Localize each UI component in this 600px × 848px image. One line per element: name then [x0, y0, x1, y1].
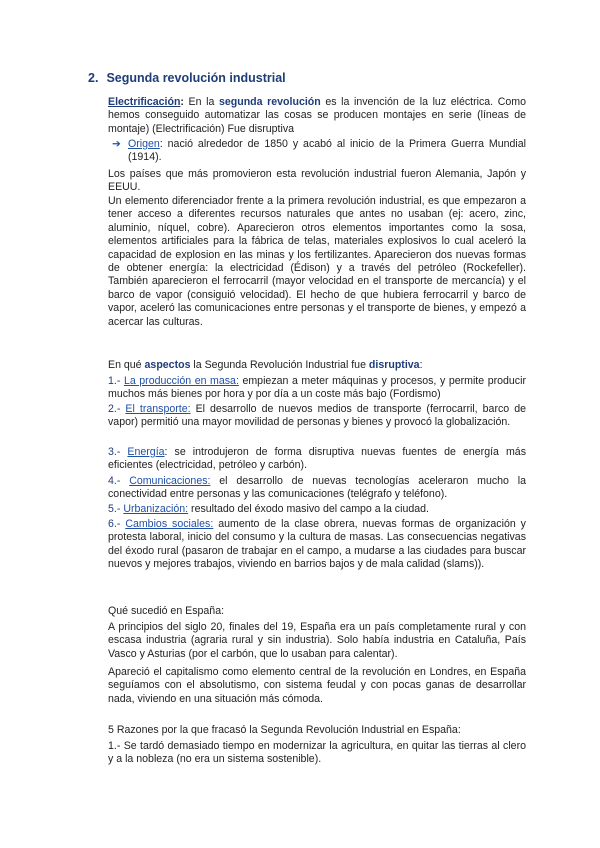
item-text: El desarrollo de nuevos medios de transporte (ferrocarril, barco de vapor) permitió una mayor movilidad de personas y bienes y provocó la globalización. [108, 403, 526, 429]
emph-segunda-revolucion: segunda revolución [218, 96, 321, 108]
paragraph-espana-2: Apareció el capitalismo como elemento central de la revolución en Londres, en España seguíamos con el absolutismo, con sistema feudal y con pocas ganas de desarrollar nada, viviendo en una situación más cómoda. [108, 666, 526, 705]
term-electrificacion: Electrificación [108, 96, 181, 108]
list-item [108, 446, 526, 473]
paragraph-electrificacion [108, 96, 526, 136]
paragraph-elemento: Un elemento diferenciador frente a la primera revolución industrial, es que empezaron a tener acceso a diferentes recursos naturales que antes no usaban (ej: acero, zinc, aluminio, níquel, cobre). Aparecieron otros elementos importantes como la sosa, elementos artificiales para la fábrica de telas, materiales explosivos lo cual aceleró la capacidad de explosion en las minas y los fertilizantes. Aparecieron dos nuevas formas de obtener energía: la electricidad (Édison) y a través del petróleo (Rockefeller). También aparecieron el ferrocarril (mayor velocidad en el transporte de mercancía) y el barco de vapor (consiguió velocidad). El hecho de que hubiera ferrocarril y barco de vapor, aceleró las comunicaciones entre personas y el transporte de bienes, y empezó a acercar las culturas. [108, 195, 526, 328]
item-text: el desarrollo de nuevas tecnologías aceleraron mucho la conectividad entre personas y las comunicaciones (telégrafo y teléfono). [108, 475, 526, 501]
aspectos-post: : [419, 359, 423, 371]
section-heading [88, 71, 286, 85]
emph-disruptiva: disruptiva [368, 359, 420, 371]
item-number: 2.- [108, 403, 126, 415]
paragraph-espana-1: A principios del siglo 20, finales del 19, España era un país completamente rural y con escasa industria (agraria rural y sin industria). Solo había industria en Cataluña, País Vasco y Asturias (por el carbón, que lo usaban para calentar). [108, 621, 526, 660]
item-term: Cambios sociales: [125, 518, 214, 530]
list-item [108, 375, 526, 402]
item-text: aumento de la clase obrera, nuevas formas de organización y protesta laboral, inicio del consumo y la cultura de masas. Las consecuencias negativas del éxodo rural (pasaron de trabajar en el campo, a mudarse a las ciudades para buscar nuevos y mejores trabajos, viviendo en barrios bajos y de mala calidad (slams)). [108, 518, 526, 571]
term-origen: Origen [128, 138, 160, 150]
elec-post: es la invención de la luz eléctrica. Como hemos conseguido automatizar las cosas se producen montajes en serie (líneas de montaje) (Electrificación) Fue disruptiva [108, 96, 526, 135]
item-text: : se introdujeron de forma disruptiva nuevas fuentes de energía más eficientes (electricidad, petróleo y carbón). [108, 446, 526, 472]
list-item [108, 475, 526, 502]
aspectos-pre: En qué [108, 359, 145, 371]
elec-pre: En la [183, 96, 219, 108]
arrow-icon: ➔ [112, 138, 121, 150]
paragraph-espana-title: Qué sucedió en España: [108, 605, 225, 617]
item-number: 6.- [108, 518, 126, 530]
item-term: Energía [127, 446, 165, 458]
list-item [108, 518, 526, 572]
item-number: 3.- [108, 446, 128, 458]
bullet-origen [112, 138, 526, 165]
section-number: 2. [88, 71, 99, 85]
section-title: Segunda revolución industrial [106, 71, 286, 85]
emph-aspectos: aspectos [144, 359, 191, 371]
item-term: Urbanización: [123, 503, 189, 515]
term-colon: : [180, 96, 184, 108]
item-term: Comunicaciones: [129, 475, 211, 487]
list-item [108, 403, 526, 430]
item-number: 5.- [108, 503, 124, 515]
origen-text: : nació alrededor de 1850 y acabó al inicio de la Primera Guerra Mundial (1914). [128, 138, 526, 164]
item-number: 4.- [108, 475, 130, 487]
item-term: El transporte: [125, 403, 191, 415]
paragraph-aspectos [108, 359, 526, 372]
aspectos-mid: la Segunda Revolución Industrial fue [190, 359, 369, 371]
list-item [108, 503, 526, 516]
item-term: La producción en masa: [123, 375, 239, 387]
item-text: resultado del éxodo masivo del campo a la ciudad. [188, 503, 429, 515]
item-number: 1.- [108, 375, 124, 387]
paragraph-paises: Los países que más promovieron esta revolución industrial fueron Alemania, Japón y EEUU. [108, 168, 526, 194]
paragraph-razones-title: 5 Razones por la que fracasó la Segunda Revolución Industrial en España: [108, 724, 461, 736]
paragraph-razones-1: 1.- Se tardó demasiado tiempo en modernizar la agricultura, en quitar las tierras al clero y a la nobleza (no era un sistema sostenible). [108, 740, 526, 766]
item-text: empiezan a meter máquinas y procesos, y permite producir muchos más bienes por hora y por día a un coste más bajo (Fordismo) [108, 375, 526, 401]
